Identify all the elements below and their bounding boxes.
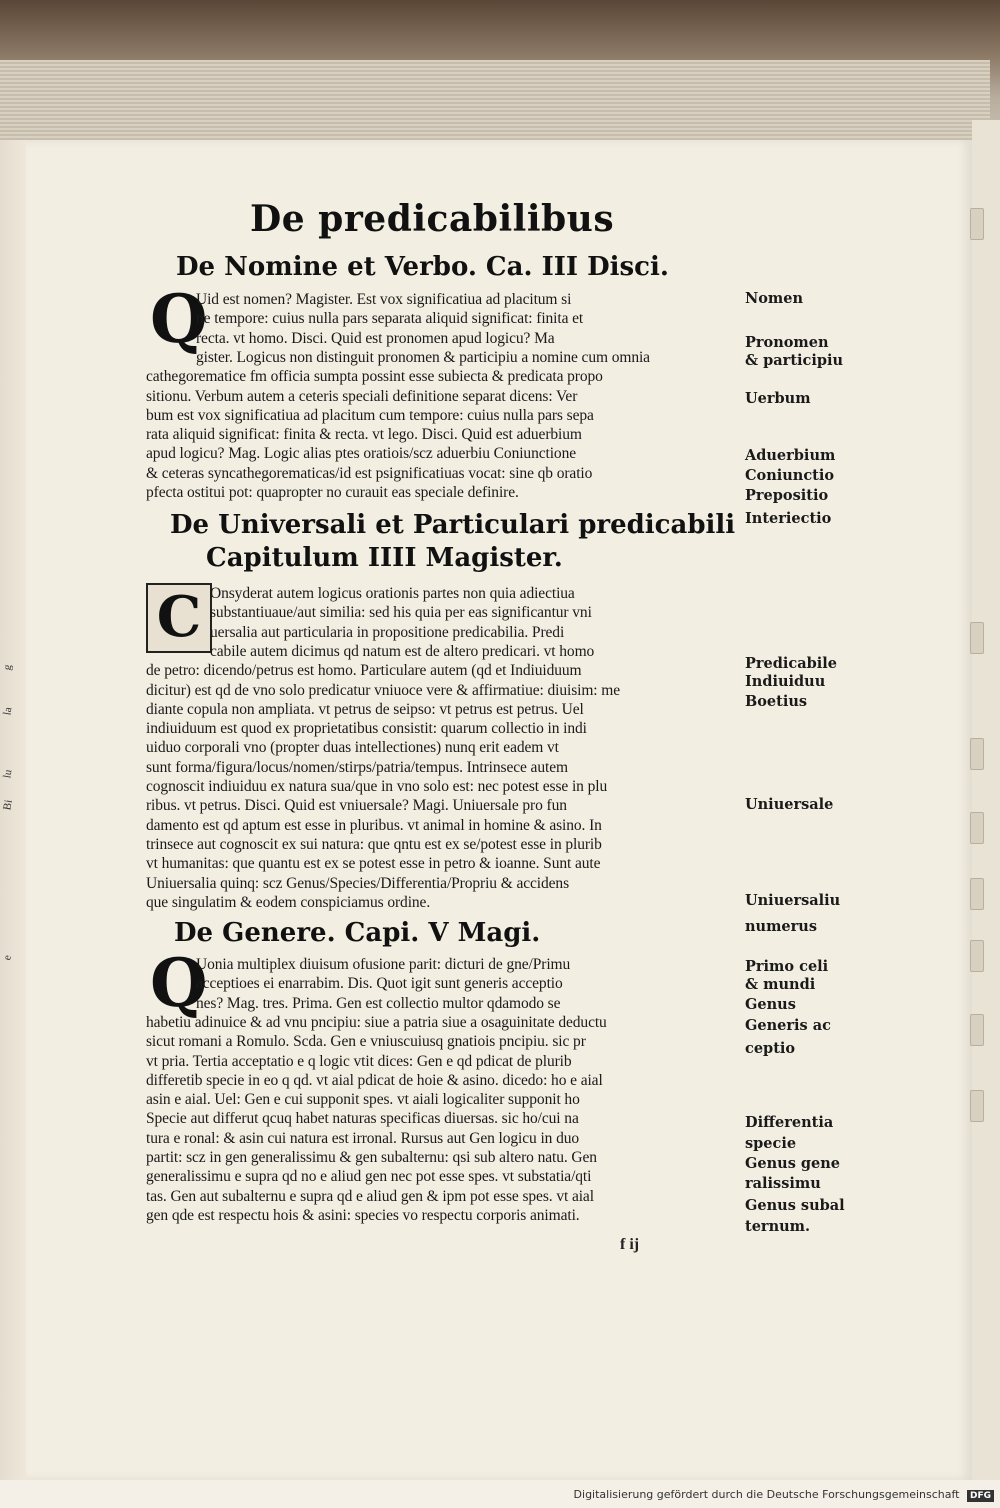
section-heading: De Universali et Particulari predicabili	[170, 510, 736, 540]
text-line: ne tempore: cuius nulla pars separata aliquid significat: finita et	[196, 310, 584, 328]
text-line: asin e aial. Uel: Gen e cui supponit spes. vt aiali logicaliter supponit ho	[146, 1091, 580, 1109]
margin-note: Generis ac	[745, 1017, 831, 1034]
facing-page-fragment: g	[1, 663, 15, 672]
text-line: pfecta ostitui pot: quapropter no curauit eas speciale definire.	[146, 484, 519, 501]
text-line: cathegorematice fm officia sumpta possint esse subiecta & predicata propo	[146, 368, 603, 386]
text-line: sitionu. Verbum autem a ceteris speciali definitione separat dicens: Ver	[146, 387, 578, 405]
margin-note: Uniuersale	[745, 796, 834, 813]
facing-page-fragment: la	[1, 706, 15, 717]
facing-page-strip	[0, 140, 27, 1480]
margin-note: Nomen	[745, 290, 804, 307]
text-line: generalissimu e supra qd no e aliud gen nec pot esse spes. vt substatia/qti	[146, 1168, 592, 1186]
text-line: Onsyderat autem logicus orationis partes non quia adiectiua	[210, 585, 575, 602]
text-line: damento est qd aptum est esse in pluribus. vt animal in homine & asino. In	[146, 816, 602, 834]
text-line: partit: scz in gen generalissimu & gen subalternu: qsi sub altero natu. Gen	[146, 1149, 597, 1166]
signature-mark: f ij	[620, 1236, 640, 1253]
text-line: diante copula non ampliata. vt petrus de seipso: vt petrus est petrus. Uel	[146, 700, 584, 718]
page-stack	[0, 60, 990, 145]
text-line: Specie aut differut qcuq habet naturas specificas diuersas. sic ho/cui na	[146, 1110, 579, 1128]
drop-cap: C	[146, 583, 212, 653]
text-line: recta. vt homo. Disci. Quid est pronomen apud logicu? Ma	[196, 329, 555, 347]
margin-note: Differentia	[745, 1114, 834, 1131]
margin-note: Coniunctio	[745, 467, 835, 484]
thumb-tab	[970, 208, 984, 240]
text-line: uiduo corporali vno (propter duas intellectiones) nunq erit eadem vt	[146, 739, 559, 757]
margin-note: Interiectio	[745, 510, 832, 527]
facing-page-fragment: lu	[1, 768, 15, 780]
text-line: sunt forma/figura/locus/nomen/stirps/patria/tempus. Intrinsece autem	[146, 758, 568, 776]
margin-note: Aduerbium	[745, 447, 836, 464]
text-line: que singulatim & eodem conspiciamus ordine.	[146, 893, 431, 911]
text-line: gen qde est respectu hois & asini: species vo respectu corporis animati.	[146, 1206, 580, 1224]
text-line: cognoscit indiuiduu ex natura sua/que in vno solo est: nec potest esse in plu	[146, 778, 608, 795]
text-line: acceptioes ei enarrabim. Dis. Quot igit sunt generis acceptio	[196, 975, 563, 993]
margin-note: & participiu	[745, 352, 844, 369]
margin-note: numerus	[745, 918, 817, 935]
thumb-tab	[970, 940, 984, 972]
section-heading: De Genere. Capi. V Magi.	[174, 918, 541, 948]
text-line: tura e ronal: & asin cui natura est irronal. Rursus aut Gen logicu in duo	[146, 1129, 580, 1147]
text-line: habetiu adinuice & ad vnu pncipiu: siue a patria siue a osaguinitate deductu	[146, 1013, 607, 1031]
text-line: indiuiduum est quod ex proprietatibus consistit: quarum collectio in indi	[146, 720, 587, 738]
margin-note: Uerbum	[745, 390, 811, 407]
margin-note: Genus gene	[745, 1155, 841, 1172]
margin-note: Uniuersaliu	[745, 892, 841, 909]
text-line: uersalia aut particularia in propositione predicabilia. Predi	[210, 623, 565, 641]
drop-cap: Q	[150, 280, 208, 358]
margin-note: Pronomen	[745, 334, 829, 351]
margin-note: Prepositio	[745, 487, 829, 504]
thumb-tab	[970, 738, 984, 770]
section-heading: De Nomine et Verbo. Ca. III Disci.	[176, 252, 669, 282]
margin-note: Primo celi	[745, 958, 829, 975]
text-line: Uniuersalia quinq: scz Genus/Species/Differentia/Propriu & accidens	[146, 874, 570, 892]
margin-note: ralissimu	[745, 1175, 821, 1192]
thumb-tab	[970, 812, 984, 844]
footer	[574, 1488, 994, 1502]
footer-text: Digitalisierung gefördert durch die Deutsche Forschungsgemeinschaft	[573, 1488, 960, 1501]
text-line: & ceteras syncathegorematicas/id est psignificatiuas vocat: sine qb oratio	[146, 464, 593, 482]
text-line: sicut romani a Romulo. Scda. Gen e vniuscuiusq gnatiois pncipiu. sic pr	[146, 1033, 586, 1051]
section-heading: Capitulum IIII Magister.	[206, 543, 563, 573]
text-line: rata aliquid significat: finita & recta. vt lego. Disci. Quid est aduerbium	[146, 426, 582, 444]
text-line: apud logicu? Mag. Logic alias ptes oratiois/scz aduerbiu Coniunctione	[146, 445, 576, 463]
margin-note: Genus	[745, 996, 796, 1013]
margin-note: Genus subal	[745, 1197, 845, 1214]
text-line: vt humanitas: que quantu est ex se potest esse in petro & ioanne. Sunt aute	[146, 855, 601, 873]
text-line: gister. Logicus non distinguit pronomen & participiu a nomine cum omnia	[196, 348, 650, 366]
page-fore-edge	[972, 120, 1000, 1480]
text-line: substantiuaue/aut similia: sed his quia per eas significantur vni	[210, 604, 592, 622]
thumb-tab	[970, 878, 984, 910]
text-line: nes? Mag. tres. Prima. Gen est collectio multor qdamodo se	[196, 994, 561, 1012]
margin-note: Boetius	[745, 693, 808, 710]
text-line: bum est vox significatiua ad placitum cum tempore: cuius nulla pars sepa	[146, 406, 594, 424]
text-line: trinsece aut cognoscit ex sui natura: que qntu est ex se/potest esse in plurib	[146, 835, 602, 853]
margin-note: Indiuiduu	[745, 673, 826, 690]
margin-note: specie	[745, 1135, 797, 1152]
margin-note: ceptio	[745, 1040, 796, 1057]
text-line: dicitur) est qd de vno solo predicatur vniuoce vere & affirmatiue: diuisim: me	[146, 681, 621, 699]
thumb-tab	[970, 1090, 984, 1122]
text-line: tas. Gen aut subalternu e supra qd e aliud gen & ipm pot esse spes. vt aial	[146, 1187, 594, 1205]
thumb-tab	[970, 622, 984, 654]
text-line: Uid est nomen? Magister. Est vox significatiua ad placitum si	[196, 291, 572, 308]
drop-cap: Q	[150, 944, 208, 1022]
text-line: cabile autem dicimus qd natum est de altero predicari. vt homo	[210, 642, 595, 660]
text-line: differetib specie in eo q qd. vt aial pdicat de hoie & asino. dicedo: ho e aial	[146, 1071, 603, 1089]
text-line: ribus. vt petrus. Disci. Quid est vniuersale? Magi. Uniuersale pro fun	[146, 797, 567, 815]
margin-note: & mundi	[745, 976, 816, 993]
text-line: de petro: dicendo/petrus est homo. Particulare autem (qd et Indiuiduum	[146, 662, 582, 680]
margin-note: Predicabile	[745, 655, 838, 672]
dfg-logo-icon: DFG	[967, 1490, 994, 1502]
text-line: Uonia multiplex diuisum ofusione parit: dicturi de gne/Primu	[196, 956, 571, 973]
text-line: vt pria. Tertia acceptatio e q logic vtit dices: Gen e qd pdicat de plurib	[146, 1052, 572, 1070]
page-title: De predicabilibus	[250, 198, 615, 240]
margin-note: ternum.	[745, 1218, 811, 1235]
thumb-tab	[970, 1014, 984, 1046]
facing-page-fragment: e	[1, 954, 14, 962]
facing-page-fragment: Bi	[1, 798, 15, 812]
